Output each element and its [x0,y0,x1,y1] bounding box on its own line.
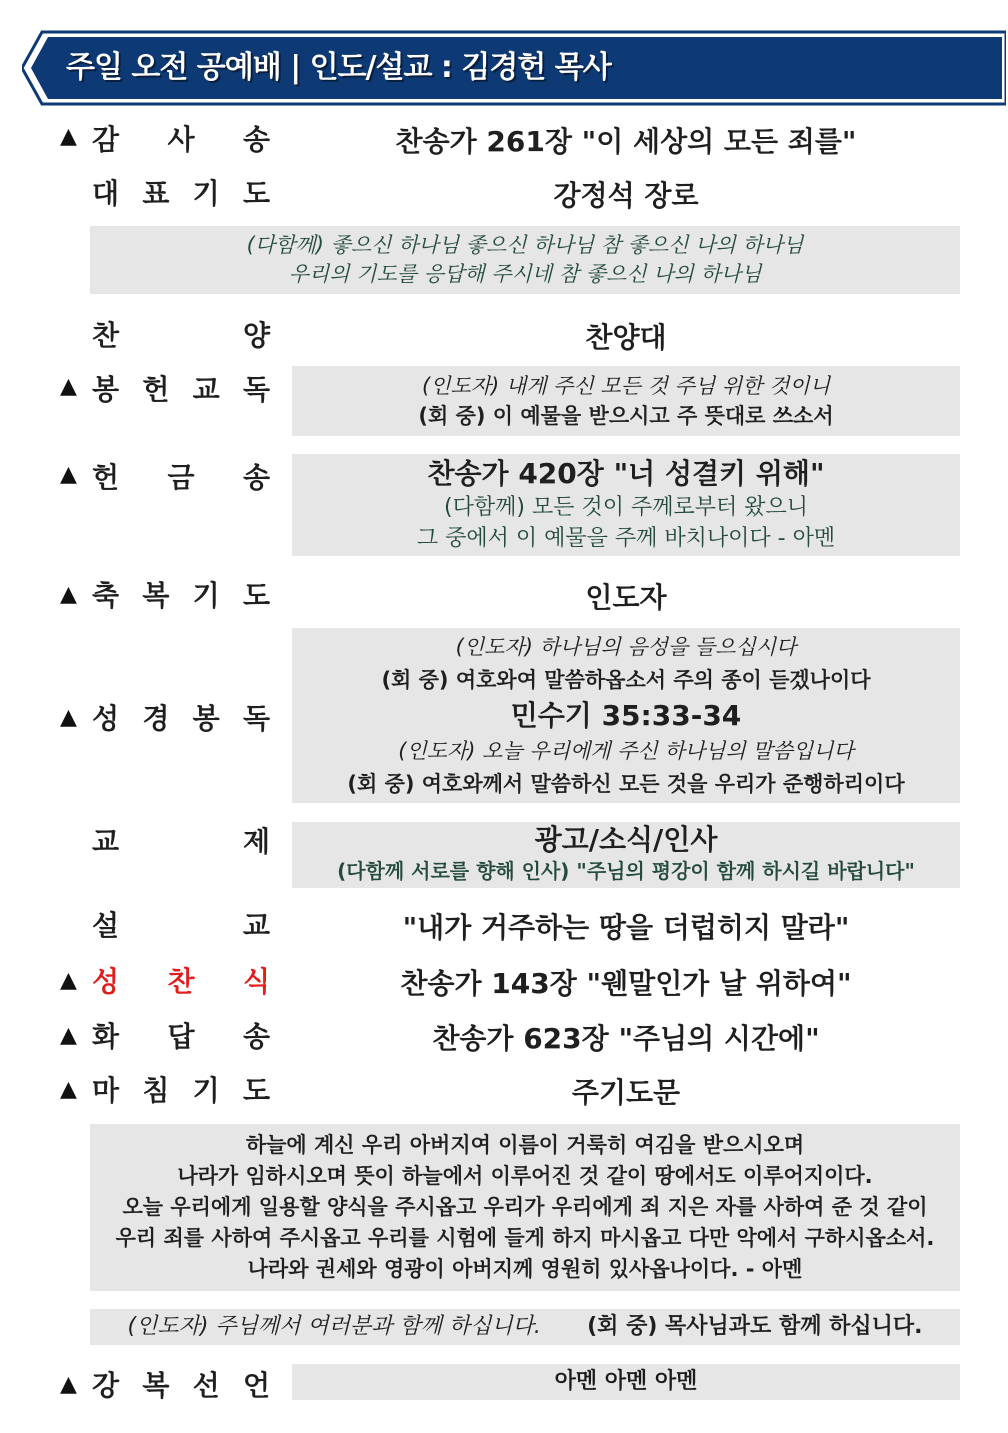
label-char: 도 [242,1074,270,1107]
lords-prayer-box [90,1124,960,1291]
label-char: 교 [92,825,120,858]
label-char: 교 [192,373,220,406]
reading-line: (회 중) 이 예물을 받으시고 주 뜻대로 쓰소서 [418,404,834,428]
label-char: 식 [242,965,270,998]
label-char: 축 [92,579,120,612]
label-char: 제 [242,825,270,858]
prayer-line: 나라가 임하시오며 뜻이 하늘에서 이루어진 것 같이 땅에서도 이루어지이다. [177,1164,873,1188]
item-label [92,574,270,614]
label-char: 기 [192,1074,220,1107]
item-value: 주기도문 [571,1076,681,1109]
item-value: 찬송가 420장 "너 성결키 위해" [427,457,825,490]
order-item-response-song [0,1011,1008,1055]
label-char: 양 [242,319,270,352]
prayer-line: 오늘 우리에게 일용할 양식을 주시옵고 우리가 우리에게 죄 지은 자를 사하여 준 것 같이 [122,1195,928,1219]
label-char: 도 [242,579,270,612]
item-value: 인도자 [585,581,667,614]
order-item-praise [0,310,1008,354]
label-char: 답 [167,1020,195,1053]
item-value: 강정석 장로 [553,179,699,212]
label-char: 복 [142,1369,170,1402]
response-line: 우리의 기도를 응답해 주시네 참 좋으신 나의 하나님 [288,262,762,286]
label-char: 금 [167,461,195,494]
order-item-prayer [0,168,1008,212]
fellowship-box [292,822,960,888]
reading-line: (인도자) 내게 주신 모든 것 주님 위한 것이니 [422,374,830,398]
triangle-marker-icon: ▲ [60,1372,77,1397]
label-char: 대 [92,177,120,210]
label-char: 송 [242,123,270,156]
item-value: 광고/소식/인사 [534,823,718,856]
order-item-thanks-song [0,114,1008,158]
triangle-marker-icon: ▲ [60,462,77,487]
label-char: 복 [142,579,170,612]
scripture-line: (회 중) 여호와께서 말씀하신 모든 것을 우리가 준행하리이다 [347,772,905,796]
label-char: 교 [242,909,270,942]
order-item-sermon [0,900,1008,944]
label-char: 침 [142,1074,170,1107]
item-label [92,1015,270,1055]
label-char: 기 [192,579,220,612]
item-label [92,456,270,496]
item-label [92,314,270,354]
offering-song-box [292,454,960,556]
label-char: 화 [92,1020,120,1053]
label-char: 성 [92,702,120,735]
item-value: 찬송가 623장 "주님의 시간에" [432,1022,820,1055]
scripture-line: (인도자) 오늘 우리에게 주신 하나님의 말씀입니다 [398,739,854,763]
label-char: 선 [192,1369,220,1402]
scripture-box [292,628,960,803]
item-label [92,697,270,737]
offering-line: 그 중에서 이 예물을 주께 바치나이다 - 아멘 [416,526,836,551]
prayer-response-box [90,226,960,294]
label-char: 독 [242,373,270,406]
label-char: 성 [92,965,120,998]
triangle-marker-icon: ▲ [60,582,77,607]
item-label [92,172,270,212]
item-label [92,1069,270,1109]
offering-line: (다함께) 모든 것이 주께로부터 왔으니 [444,495,808,520]
label-char: 감 [92,123,120,156]
item-label [92,368,270,408]
triangle-marker-icon: ▲ [60,374,77,399]
blessing-exchange-box [90,1309,960,1345]
label-char: 봉 [192,702,220,735]
benediction-box [292,1364,960,1400]
label-char: 찬 [92,319,120,352]
scripture-reference: 민수기 35:33-34 [510,699,742,732]
item-value: 찬양대 [585,321,667,354]
order-item-closing-prayer [0,1065,1008,1109]
label-char: 독 [242,702,270,735]
label-char: 송 [242,1020,270,1053]
label-char: 언 [242,1369,270,1402]
label-char: 헌 [142,373,170,406]
offering-reading-box [292,366,960,436]
order-item-blessing-prayer [0,570,1008,614]
item-value: 찬송가 143장 "웬말인가 날 위하여" [400,967,852,1000]
label-char: 마 [92,1074,120,1107]
label-char: 표 [142,177,170,210]
triangle-marker-icon: ▲ [60,705,77,730]
prayer-line: 하늘에 계신 우리 아버지여 이름이 거룩히 여김을 받으시오며 [245,1133,805,1157]
congregation-line: (회 중) 목사님과도 함께 하십니다. [587,1314,923,1339]
response-line: (다함께) 좋으신 하나님 좋으신 하나님 참 좋으신 나의 하나님 [246,233,804,257]
header-banner [22,30,1006,106]
label-char: 찬 [167,965,195,998]
item-label [92,118,270,158]
item-label [92,820,270,860]
label-char: 송 [242,461,270,494]
prayer-line: 우리 죄를 사하여 주시옵고 우리를 시험에 들게 하지 마시옵고 다만 악에서 구하시옵소서. [115,1226,935,1250]
label-char: 설 [92,909,120,942]
benediction-text: 아멘 아멘 아멘 [554,1369,698,1394]
label-char: 헌 [92,461,120,494]
page-title: 주일 오전 공예배 | 인도/설교 : 김경헌 목사 [66,50,611,85]
item-label [92,904,270,944]
triangle-marker-icon: ▲ [60,124,77,149]
sermon-title: "내가 거주하는 땅을 더럽히지 말라" [402,911,850,944]
triangle-marker-icon: ▲ [60,968,77,993]
scripture-line: (인도자) 하나님의 음성을 들으십시다 [455,635,797,659]
order-item-communion [0,956,1008,1000]
label-char: 봉 [92,373,120,406]
item-label [92,960,270,1000]
item-value: 찬송가 261장 "이 세상의 모든 죄를" [395,125,857,158]
label-char: 경 [142,702,170,735]
item-label [92,1364,270,1404]
label-char: 기 [192,177,220,210]
prayer-line: 나라와 권세와 영광이 아버지께 영원히 있사옵나이다. - 아멘 [247,1257,803,1281]
triangle-marker-icon: ▲ [60,1077,77,1102]
leader-line: (인도자) 주님께서 여러분과 함께 하십니다. [127,1314,541,1339]
scripture-line: (회 중) 여호와여 말씀하옵소서 주의 종이 듣겠나이다 [381,668,871,692]
label-char: 사 [167,123,195,156]
label-char: 강 [92,1369,120,1402]
triangle-marker-icon: ▲ [60,1023,77,1048]
label-char: 도 [242,177,270,210]
greeting-line: (다함께 서로를 향해 인사) "주님의 평강이 함께 하시길 바랍니다" [337,859,915,883]
